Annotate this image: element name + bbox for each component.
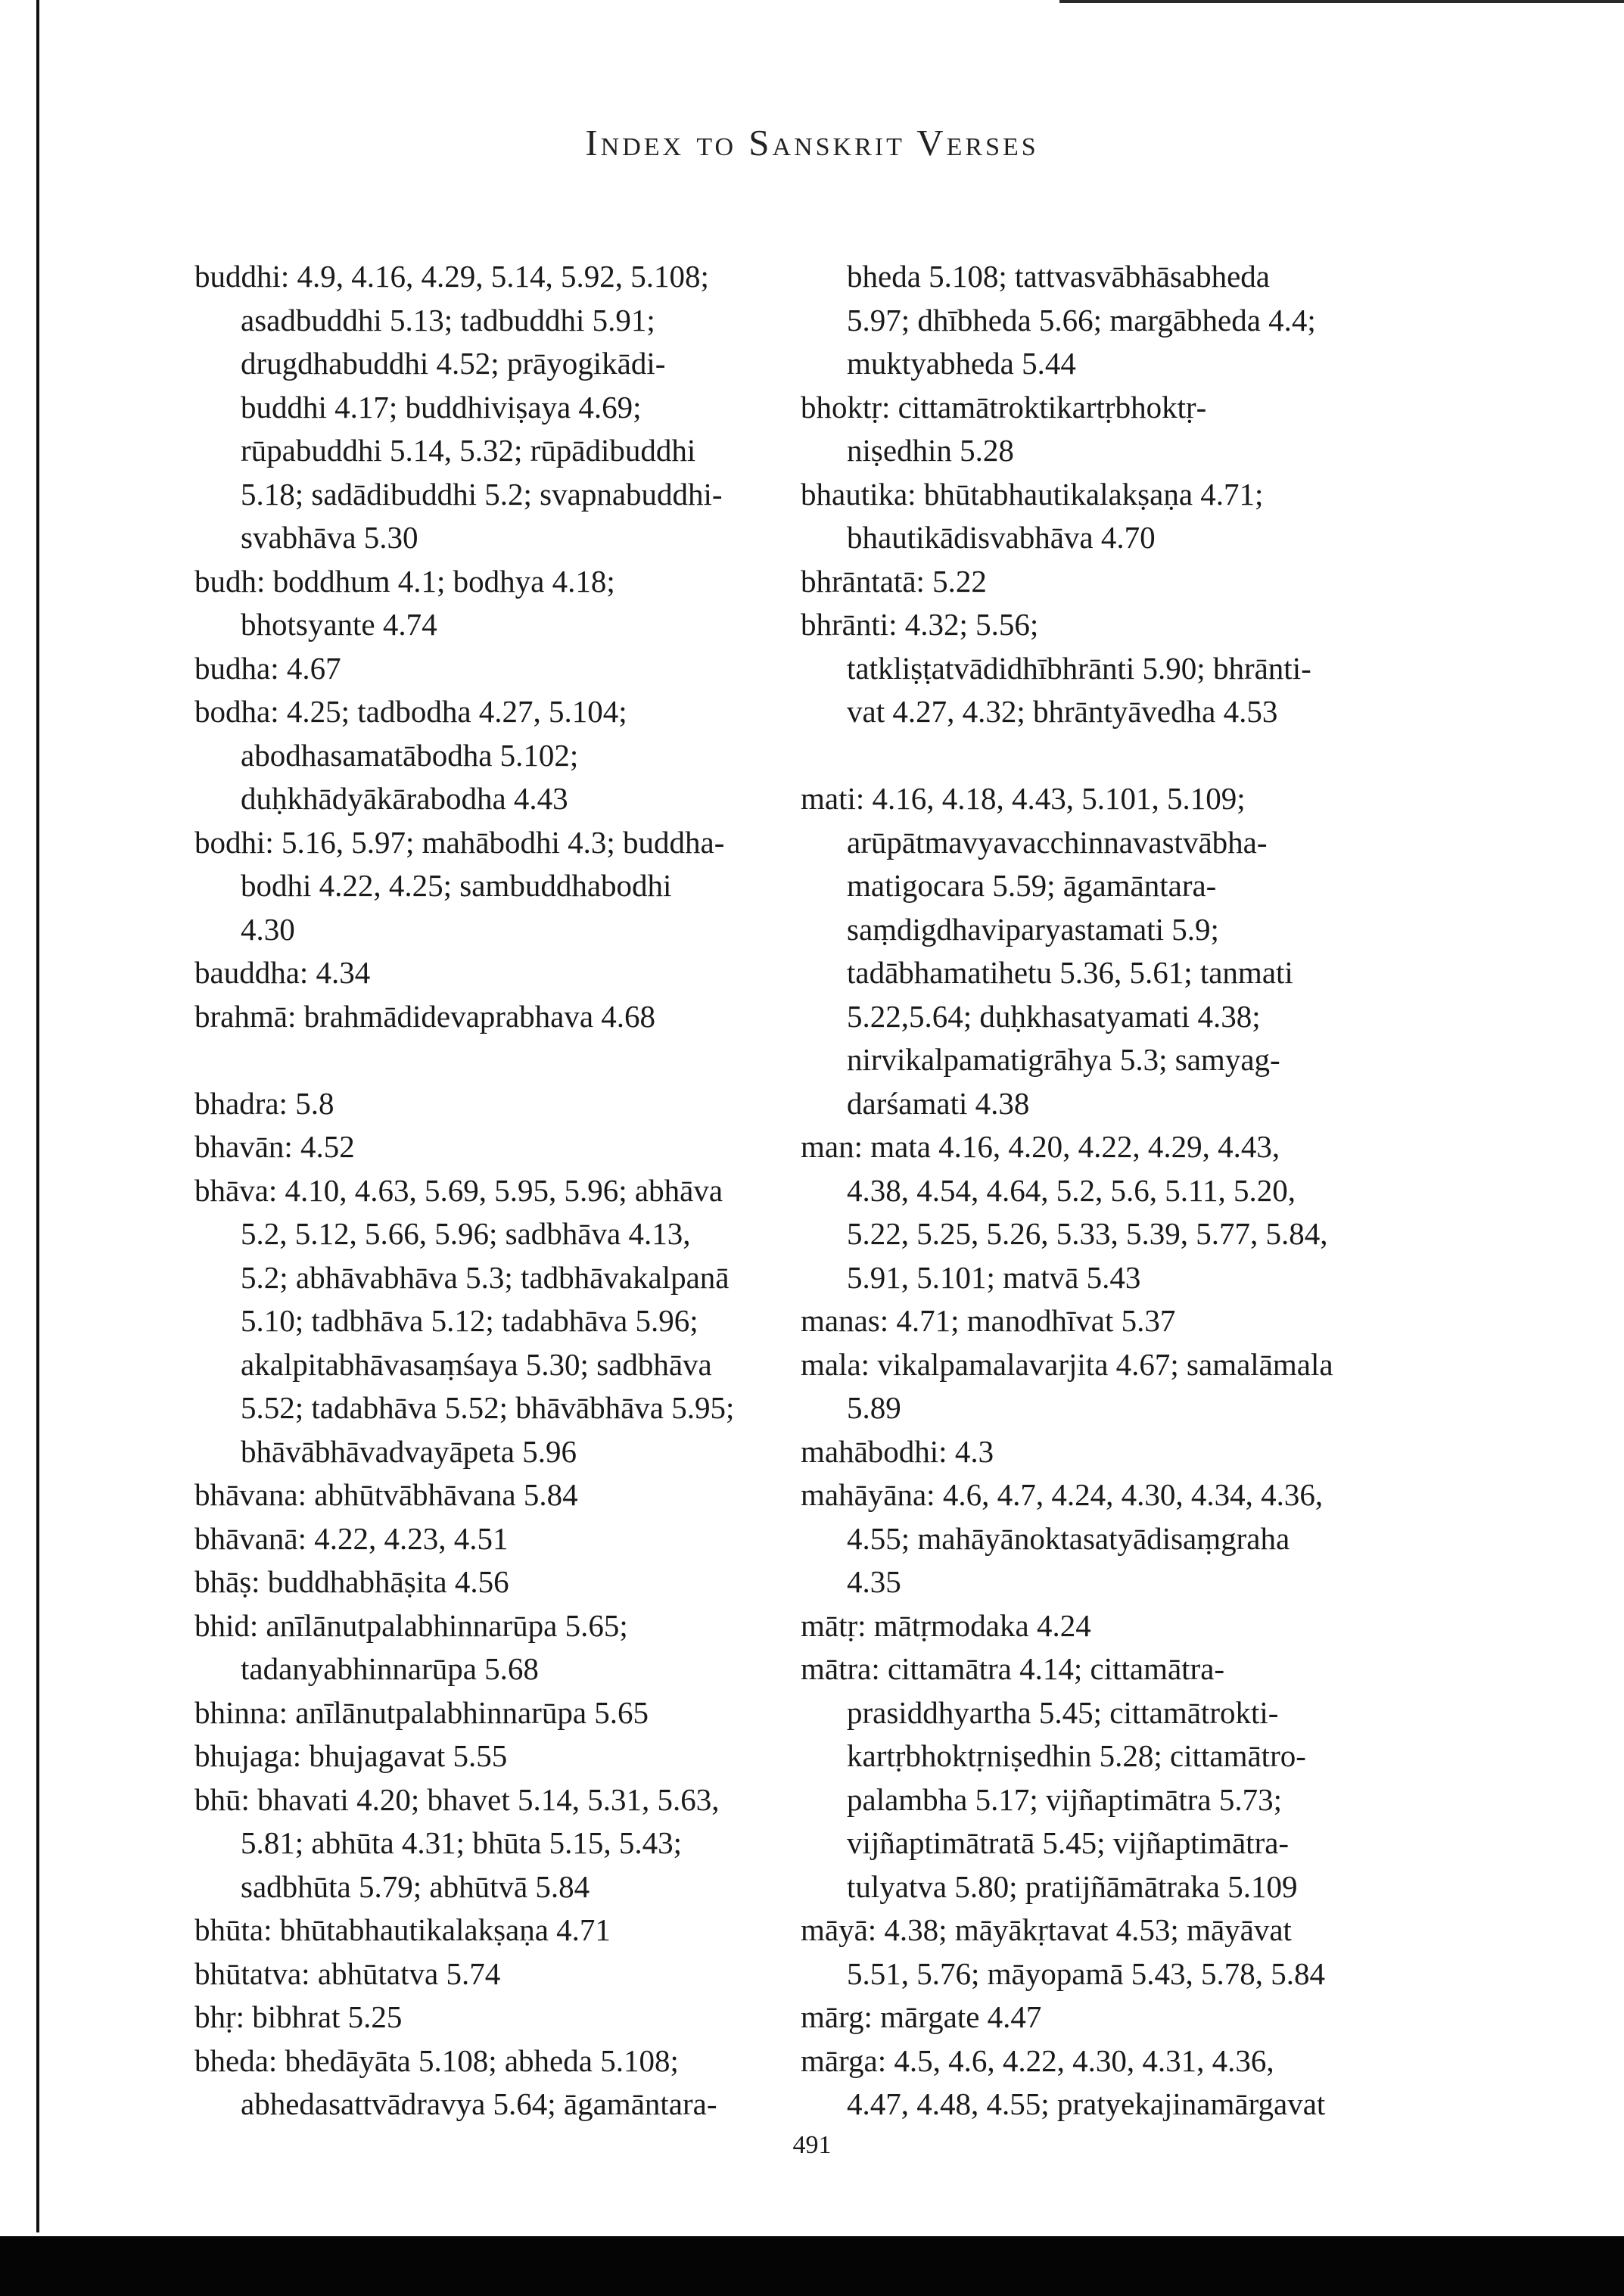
index-entry: budha: 4.67	[194, 650, 341, 686]
index-entry: mati: 4.16, 4.18, 4.43, 5.101, 5.109; arūpātmavyavacchinnavastvābha- matigocara 5.59; āgamāntara- saṃdigdhaviparyastamati 5.9; tadābhamatihetu 5.36, 5.61; tanmati 5.22,5.64; duḥkhasatyamati 4.38; nirvikalpamatigrāhya 5.3; samyag- darśamati 4.38	[801, 781, 1293, 1121]
index-entry: bhoktṛ: cittamātroktikartṛbhoktṛ- niṣedhin 5.28	[801, 389, 1207, 468]
index-entry: bhinna: anīlānutpalabhinnarūpa 5.65	[194, 1694, 649, 1730]
index-entry: bhrāntatā: 5.22	[801, 563, 987, 599]
index-entry: bhū: bhavati 4.20; bhavet 5.14, 5.31, 5.63, 5.81; abhūta 4.31; bhūta 5.15, 5.43; sadbhūta 5.79; abhūtvā 5.84	[194, 1781, 720, 1904]
index-entry: manas: 4.71; manodhīvat 5.37	[801, 1303, 1176, 1338]
index-entry: bhujaga: bhujagavat 5.55	[194, 1738, 508, 1773]
index-entry: mala: vikalpamalavarjita 4.67; samalāmala 5.89	[801, 1346, 1333, 1425]
index-entry: bhavān: 4.52	[194, 1129, 355, 1164]
index-entry: bodha: 4.25; tadbodha 4.27, 5.104; abodhasamatābodha 5.102; duḥkhādyākārabodha 4.43	[194, 694, 627, 816]
index-entry: bheda: bhedāyāta 5.108; abheda 5.108; abhedasattvādravya 5.64; āgamāntara-	[194, 2042, 717, 2121]
index-entry: mahābodhi: 4.3	[801, 1433, 994, 1469]
index-entry: bhautika: bhūtabhautikalakṣaṇa 4.71; bhautikādisvabhāva 4.70	[801, 476, 1264, 555]
page-number: 491	[792, 2131, 832, 2159]
index-entry: bhāvana: abhūtvābhāvana 5.84	[194, 1477, 578, 1512]
index-entry: bhūta: bhūtabhautikalakṣaṇa 4.71	[194, 1912, 611, 1947]
index-entry: mātra: cittamātra 4.14; cittamātra- prasiddhyartha 5.45; cittamātrokti- kartṛbhoktṛniṣedhin 5.28; cittamātro- palambha 5.17; vijñaptimātra 5.73; vijñaptimātratā 5.45; vijñaptimātra- tulyatva 5.80; pratijñāmātraka 5.109	[801, 1651, 1306, 1904]
index-entry: mārg: mārgate 4.47	[801, 1999, 1042, 2034]
running-head: Index to Sanskrit Verses	[585, 122, 1039, 163]
index-entry: mārga: 4.5, 4.6, 4.22, 4.30, 4.31, 4.36, 4.47, 4.48, 4.55; pratyekajinamārgavat	[801, 2042, 1326, 2121]
index-entry: mātṛ: mātṛmodaka 4.24	[801, 1607, 1091, 1643]
index-entry: bhid: anīlānutpalabhinnarūpa 5.65; tadanyabhinnarūpa 5.68	[194, 1607, 628, 1686]
index-entry: buddhi: 4.9, 4.16, 4.29, 5.14, 5.92, 5.108; asadbuddhi 5.13; tadbuddhi 5.91; drugdhabuddhi 4.52; prāyogikādi- buddhi 4.17; buddhiviṣaya 4.69; rūpabuddhi 5.14, 5.32; rūpādibuddhi 5.18; sadādibuddhi 5.2; svapnabuddhi- svabhāva 5.30	[194, 259, 723, 555]
left-edge-rule	[36, 0, 39, 2232]
index-entry: bodhi: 5.16, 5.97; mahābodhi 4.3; buddha- bodhi 4.22, 4.25; sambuddhabodhi 4.30	[194, 824, 725, 947]
index-entry: bhrānti: 4.32; 5.56; tatkliṣṭatvādidhībhrānti 5.90; bhrānti- vat 4.27, 4.32; bhrāntyāvedha 4.53	[801, 607, 1311, 729]
index-entry: māyā: 4.38; māyākṛtavat 4.53; māyāvat 5.51, 5.76; māyopamā 5.43, 5.78, 5.84	[801, 1912, 1326, 1991]
index-entry: brahmā: brahmādidevaprabhava 4.68	[194, 998, 656, 1034]
index-entry: bhāva: 4.10, 4.63, 5.69, 5.95, 5.96; abhāva 5.2, 5.12, 5.66, 5.96; sadbhāva 4.13, 5.2; abhāvabhāva 5.3; tadbhāvakalpanā 5.10; tadbhāva 5.12; tadabhāva 5.96; akalpitabhāvasaṃśaya 5.30; sadbhāva 5.52; tadabhāva 5.52; bhāvābhāva 5.95; bhāvābhāvadvayāpeta 5.96	[194, 1172, 735, 1469]
left-column	[194, 255, 785, 2126]
index-entry: man: mata 4.16, 4.20, 4.22, 4.29, 4.43, 4.38, 4.54, 4.64, 5.2, 5.6, 5.11, 5.20, 5.22, 5.25, 5.26, 5.33, 5.39, 5.77, 5.84, 5.91, 5.101; matvā 5.43	[801, 1129, 1328, 1295]
index-entry: bhṛ: bibhrat 5.25	[194, 1999, 403, 2034]
right-column	[801, 255, 1391, 2126]
index-entry: budh: boddhum 4.1; bodhya 4.18; bhotsyante 4.74	[194, 563, 615, 642]
top-edge-rule	[1059, 0, 1624, 3]
index-entry: bhāṣ: buddhabhāṣita 4.56	[194, 1564, 509, 1599]
index-entry: bhāvanā: 4.22, 4.23, 4.51	[194, 1520, 509, 1556]
scan-bottom-edge	[0, 2236, 1624, 2296]
section-gap	[194, 1038, 785, 1082]
index-entry: bhūtatva: abhūtatva 5.74	[194, 1955, 501, 1991]
index-entry: bauddha: 4.34	[194, 955, 371, 990]
section-gap	[801, 734, 1391, 778]
index-entry: bhadra: 5.8	[194, 1085, 334, 1121]
index-entry: mahāyāna: 4.6, 4.7, 4.24, 4.30, 4.34, 4.36, 4.55; mahāyānoktasatyādisaṃgraha 4.35	[801, 1477, 1324, 1599]
index-entry-continuation: bheda 5.108; tattvasvābhāsabheda 5.97; dhībheda 5.66; margābheda 4.4; muktyabheda 5.44	[847, 259, 1316, 381]
